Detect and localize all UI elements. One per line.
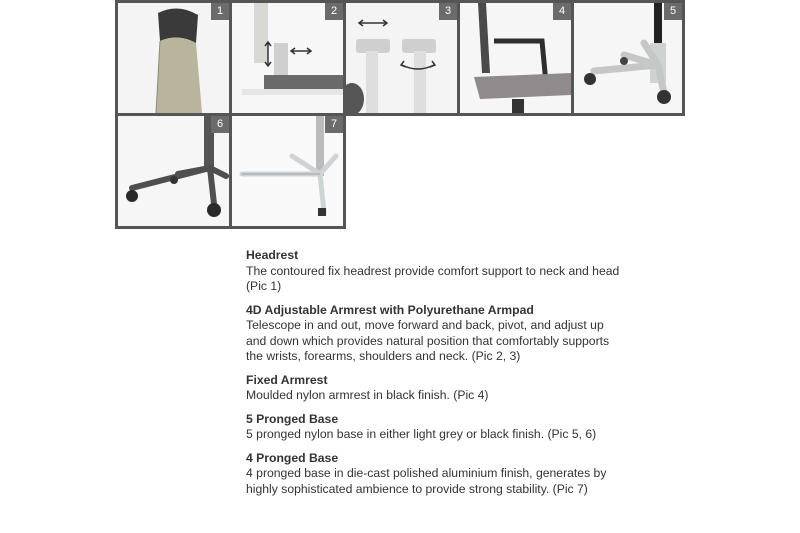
gallery-tile-2[interactable] [229,0,346,116]
gallery-number: 2 [325,3,343,20]
feature-title: 5 Pronged Base [246,411,339,426]
feature-headrest [246,248,626,295]
feature-description: Telescope in and out, move forward and back, pivot, and adjust up and down which provides natural position that comfortably supports the wrists, forearms, shoulders and neck. (Pic 2, 3) [246,318,610,363]
gallery-number: 3 [439,3,457,20]
feature-description: The contoured fix headrest provide comfort support to neck and head (Pic 1) [246,263,620,293]
gallery-number: 4 [553,3,571,20]
product-image-gallery [115,0,685,230]
feature-4-pronged-base [246,451,626,498]
gallery-number: 1 [211,3,229,20]
feature-description: 5 pronged nylon base in either light grey or black finish. (Pic 5, 6) [246,427,597,441]
gallery-tile-5[interactable] [571,0,685,116]
gallery-number: 7 [325,116,343,133]
feature-list [246,248,626,505]
gallery-number: 5 [664,3,682,20]
feature-adjustable-armrest [246,303,626,365]
feature-title: 4 Pronged Base [246,450,339,465]
gallery-number: 6 [211,116,229,133]
feature-title: Fixed Armrest [246,372,328,387]
feature-5-pronged-base [246,412,626,443]
gallery-tile-3[interactable] [343,0,460,116]
gallery-tile-1[interactable] [115,0,232,116]
feature-title: Headrest [246,248,299,262]
feature-description: 4 pronged base in die-cast polished aluminium finish, generates by highly sophisticated ambience to provide strong stability. (Pic 7) [246,466,607,496]
gallery-tile-4[interactable] [457,0,574,116]
gallery-tile-6[interactable] [115,113,232,229]
feature-description: Moulded nylon armrest in black finish. (Pic 4) [246,388,489,402]
feature-fixed-armrest [246,373,626,404]
gallery-tile-7[interactable] [229,113,346,229]
feature-title: 4D Adjustable Armrest with Polyurethane Armpad [246,302,534,317]
